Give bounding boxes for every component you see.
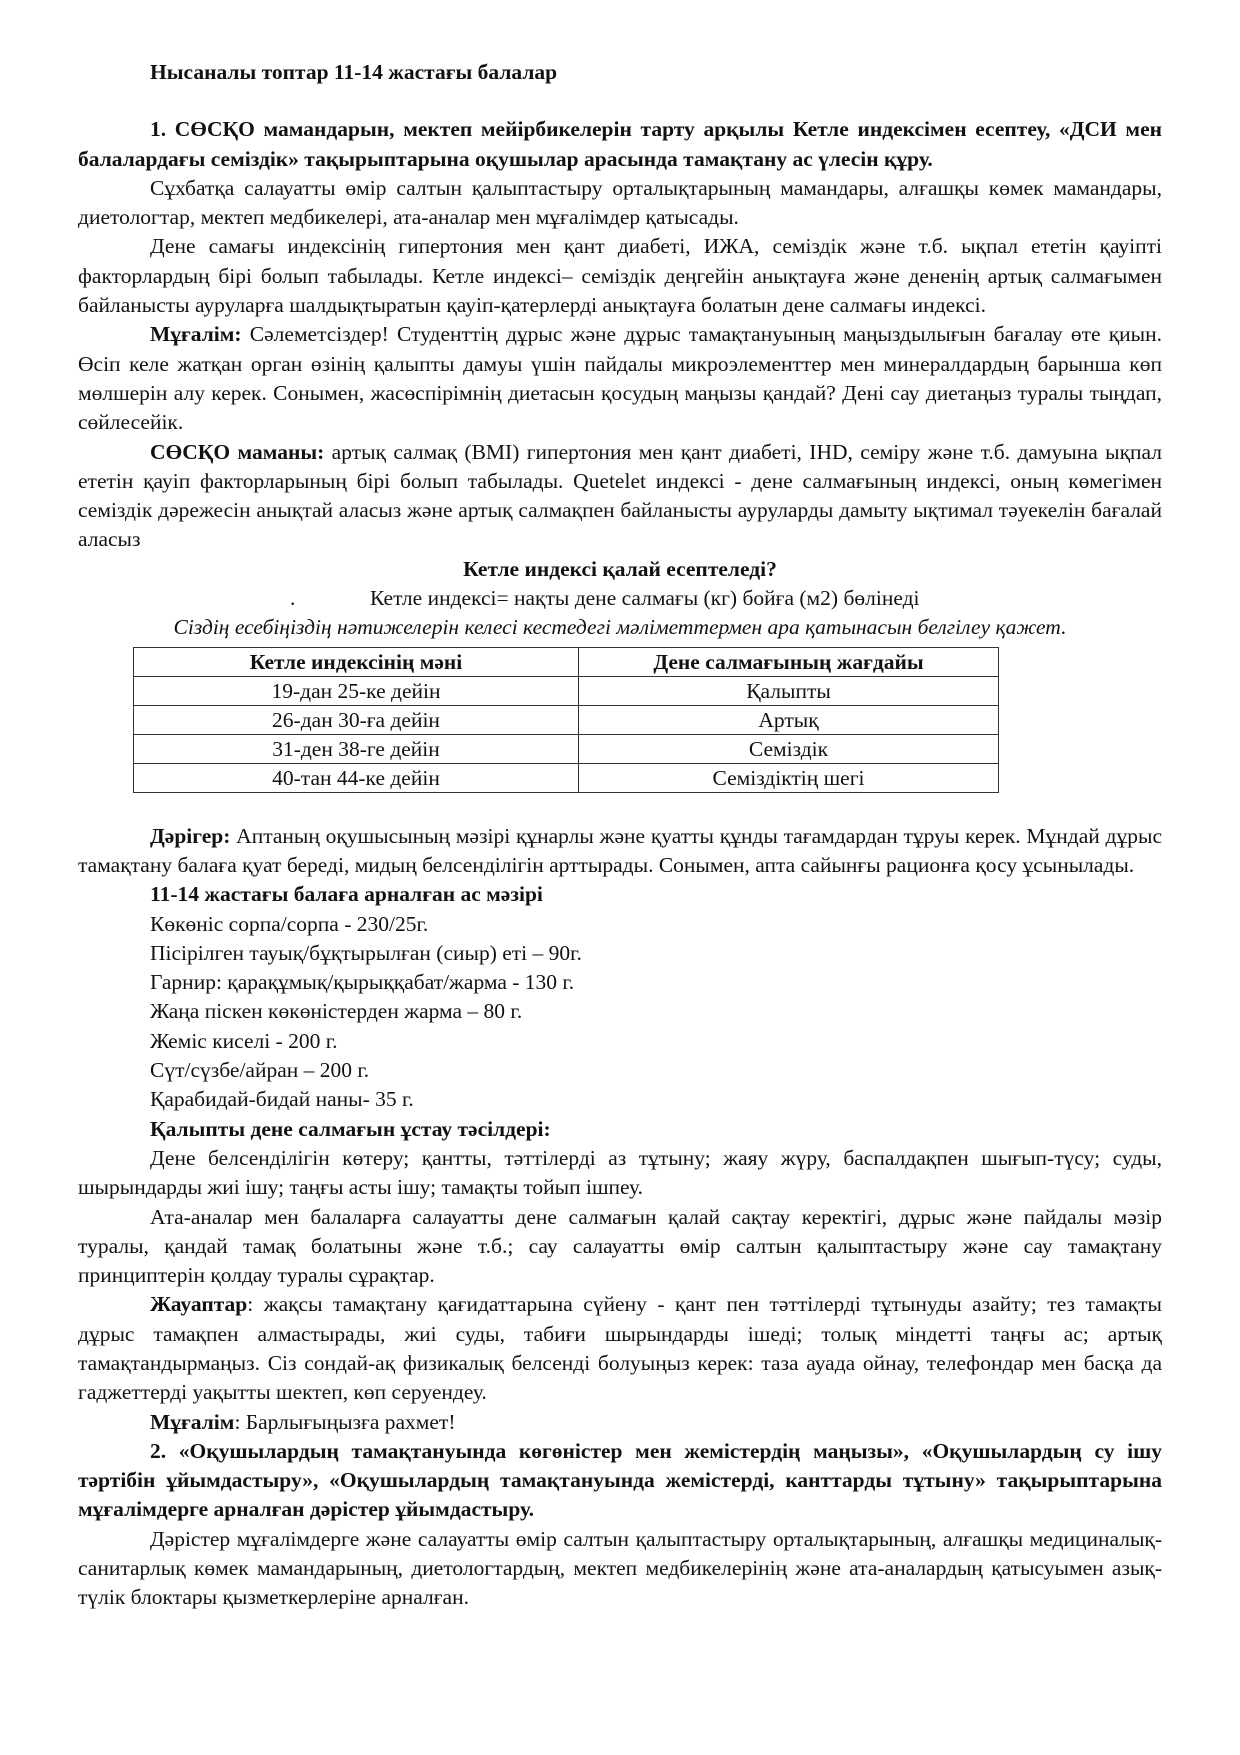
table-cell-status: Семіздік <box>579 734 999 763</box>
table-row <box>134 763 999 792</box>
paragraph-answers <box>78 1290 1162 1407</box>
table-header-weight-status: Дене салмағының жағдайы <box>579 647 999 676</box>
table-cell-status: Артық <box>579 705 999 734</box>
paragraph-thanks <box>78 1408 1162 1437</box>
menu-item: Қарабидай-бидай наны- 35 г. <box>150 1087 414 1112</box>
bmi-table <box>133 647 999 793</box>
paragraph-bmi-intro: Дене самағы индексінің гипертония мен қант диабеті, ИЖА, семіздік және т.б. ықпал ететін қауіпті факторлардың бірі болып табылады. Кетле индексі– семіздік деңгейін анықтауға және дененің артық салмағымен байланысты ауруларға шалдықтыратын қауіп-қатерлерді анықтауға болатын дене салмағы индексі. <box>78 234 1162 318</box>
menu-item: Пісірілген тауық/бұқтырылған (сиыр) еті – 90г. <box>150 940 582 965</box>
paragraph-interview: Сұхбатқа салауатты өмір салтын қалыптастыру орталықтарының мамандары, алғашқы көмек мамандары, диетологтар, мектеп медбикелері, ата-аналар мен мұғалімдер қатысады. <box>78 175 1162 230</box>
section-1-heading: 1. СӨСҚО мамандарын, мектеп мейірбикелерін тарту арқылы Кетле индексімен есептеу, «ДСИ мен балалардағы семіздік» тақырыптарына оқушылар арасында тамақтану ас үлесін құру. <box>78 117 1162 171</box>
specialist-text: артық салмақ (BMI) гипертония мен қант диабеті, IHD, семіру және т.б. дамуына ықпал ететін қауіп факторларының бірі болып табылады. Quetelet индексі - дене салмағының индексі, оның көмегімен семіздік дәрежесін анықтай аласыз және артық салмақпен байланысты ауруларды дамыту ықтимал тәуекелін бағалай аласыз <box>78 439 1162 552</box>
section-2-heading: 2. «Оқушылардың тамақтануында көгөністер мен жемістердің маңызы», «Оқушылардың су ішу тәртібін ұйымдастыру», «Оқушылардың тамақтануында жемістерді, канттарды тұтыну» тақырыптарына мұғалімдерге арналған дәрістер ұйымдастыру. <box>78 1438 1162 1522</box>
teacher-label-thanks: Мұғалім <box>150 1409 235 1434</box>
table-cell-range: 31-ден 38-ге дейін <box>134 734 579 763</box>
paragraph-teacher <box>78 320 1162 437</box>
page-title: Нысаналы топтар 11-14 жастағы балалар <box>150 60 558 84</box>
menu-heading: 11-14 жастағы балаға арналған ас мәзірі <box>150 882 543 907</box>
table-header-row <box>134 647 999 676</box>
doctor-text: Аптаның оқушысының мәзірі құнарлы және қуатты құнды тағамдардан тұруы керек. Мұндай дұрыс тамақтану балаға қуат береді, мидың белсенділігін арттырады. Сонымен, апта сайынғы рационға қосу ұсынылады. <box>78 823 1162 877</box>
paragraph-specialist <box>78 438 1162 555</box>
table-header-bmi-value: Кетле индексінің мәні <box>134 647 579 676</box>
formula-dot: . <box>290 586 296 611</box>
table-row <box>134 705 999 734</box>
paragraph-weight-tips: Дене белсенділігін көтеру; қантты, тәттілерді аз тұтыну; жаяу жүру, баспалдақпен шығып-түсу; суды, шырындарды жиі ішу; таңғы асты ішу; тамақты тойып ішпеу. <box>78 1145 1162 1200</box>
formula-text: Кетле индексі= нақты дене салмағы (кг) бойға (м2) бөлінеді <box>370 586 920 611</box>
menu-item: Сүт/сүзбе/айран – 200 г. <box>150 1058 370 1083</box>
calc-heading: Кетле индексі қалай есептеледі? <box>463 556 777 581</box>
table-cell-range: 19-дан 25-ке дейін <box>134 676 579 705</box>
answers-text: : жақсы тамақтану қағидаттарына сүйену - қант пен тәттілерді тұтынуды азайту; тез тамақты дұрыс тамақпен алмастырады, жиі суды, табиғи шырындарды ішеді; толық міндетті таңғы ас; артық тамақтандырмаңыз. Сіз сондай-ақ физикалық белсенді болуыңыз керек: таза ауада ойнау, телефондар мен басқа да гаджеттерді уақытты шектеп, көп серуендеу. <box>78 1292 1162 1405</box>
table-row <box>134 676 999 705</box>
table-row <box>134 734 999 763</box>
table-cell-range: 26-дан 30-ға дейін <box>134 705 579 734</box>
menu-item: Көкөніс сорпа/сорпа - 230/25г. <box>150 911 429 936</box>
menu-item: Жеміс киселі - 200 г. <box>150 1028 338 1053</box>
table-cell-status: Семіздіктің шегі <box>579 763 999 792</box>
thanks-text: : Барлығыңызға рахмет! <box>234 1409 456 1434</box>
teacher-text: Сәлеметсіздер! Студенттің дұрыс және дұрыс тамақтануының маңыздылығын бағалау өте қиын. Өсіп келе жатқан орган өзінің қалыпты дамуы үшін пайдалы микроэлементтер мен минералдардың барынша көп мөлшерін алу керек. Сонымен, жасөспірімнің диетасын қосудың маңызы қандай? Дені сау диетаңыз туралы тыңдап, сөйлесейік. <box>78 322 1162 435</box>
teacher-label: Мұғалім: <box>150 322 242 347</box>
doctor-label: Дәрігер: <box>150 823 231 848</box>
menu-item: Жаңа піскен көкөністерден жарма – 80 г. <box>150 999 523 1024</box>
paragraph-questions: Ата-аналар мен балаларға салауатты дене салмағын қалай сақтау керектігі, дұрыс және пайдалы мәзір туралы, қандай тамақ болатыны және т.б.; сау салауатты өмір салтын қалыптастыру және сау тамақтану принциптерін қолдау туралы сұрақтар. <box>78 1204 1162 1288</box>
weight-heading: Қалыпты дене салмағын ұстау тәсілдері: <box>150 1116 551 1141</box>
answers-label: Жауаптар <box>150 1292 248 1317</box>
paragraph-doctor <box>78 822 1162 881</box>
table-instruction: Сіздің есебіңіздің нәтижелерін келесі кестедегі мәліметтермен ара қатынасын белгілеу қажет. <box>173 615 1067 640</box>
formula-line <box>78 584 1162 613</box>
menu-item: Гарнир: қарақұмық/қырыққабат/жарма - 130 г. <box>150 970 575 995</box>
table-cell-status: Қалыпты <box>579 676 999 705</box>
paragraph-lectures: Дәрістер мұғалімдерге және салауатты өмір салтын қалыптастыру орталықтарының, алғашқы медициналық-санитарлық көмек мамандарының, диетологтардың, мектеп медбикелерінің және ата-аналардың қатысуымен азық-түлік блоктары қызметкерлеріне арналған. <box>78 1526 1162 1610</box>
table-cell-range: 40-тан 44-ке дейін <box>134 763 579 792</box>
specialist-label: СӨСҚО маманы: <box>150 439 325 464</box>
